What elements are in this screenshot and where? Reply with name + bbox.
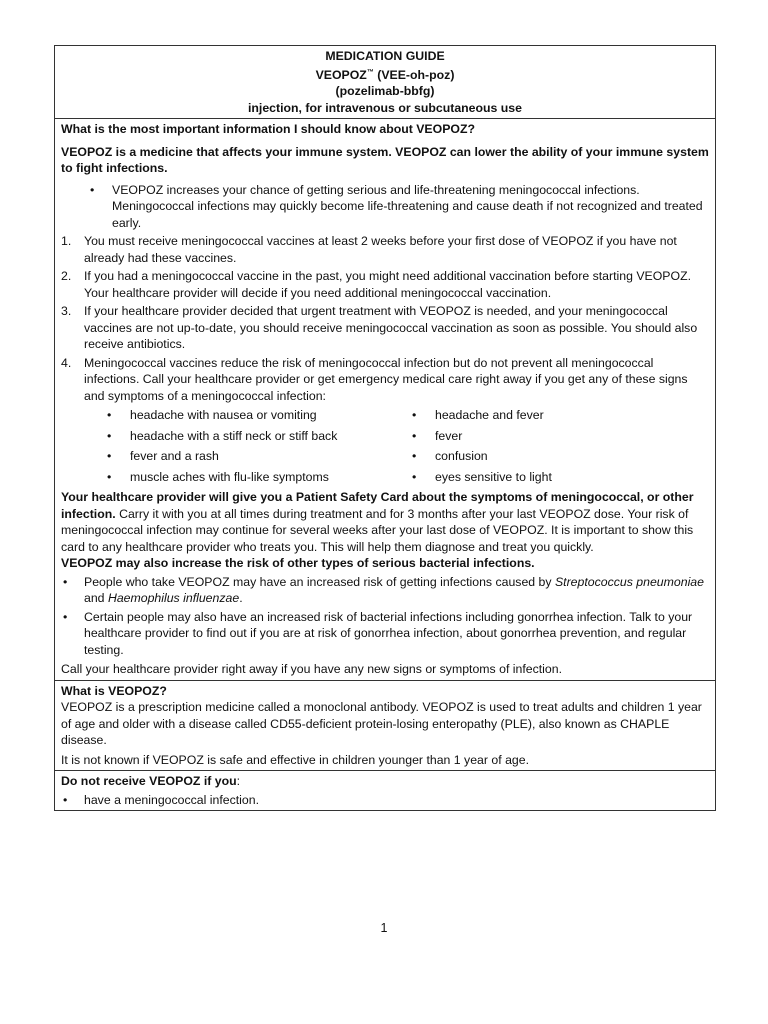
symptom-item: • eyes sensitive to light bbox=[410, 469, 709, 490]
page-number: 1 bbox=[380, 921, 388, 935]
route-line: injection, for intravenous or subcutaneous use bbox=[248, 100, 522, 115]
other-infections-list bbox=[61, 574, 709, 659]
other-infections-heading: VEOPOZ may also increase the risk of other types of serious bacterial infections. bbox=[61, 556, 535, 571]
do-not-receive-section bbox=[55, 770, 715, 810]
list-number: 2. bbox=[61, 269, 72, 284]
vaccine-steps-list bbox=[61, 233, 709, 404]
guide-header bbox=[55, 46, 715, 118]
important-intro: VEOPOZ is a medicine that affects your immune system. VEOPOZ can lower the ability of your immune system to fight infections. bbox=[61, 144, 709, 176]
list-text: You must receive meningococcal vaccines at least 2 weeks before your first dose of VEOPOZ if you have not already had these vaccines. bbox=[84, 234, 677, 265]
list-item bbox=[61, 268, 709, 301]
what-is-text: VEOPOZ is a prescription medicine called a monoclonal antibody. VEOPOZ is used to treat adults and children 1 year of age and older with a disease called CD55-deficient protein-losing enteropathy (PLE), also known as CHAPLE disease. bbox=[61, 700, 702, 748]
pronunciation: (VEE-oh-poz) bbox=[373, 67, 455, 82]
drug-name: VEOPOZ bbox=[315, 67, 367, 82]
bacteria-name: Haemophilus influenzae bbox=[107, 591, 240, 606]
do-not-list bbox=[61, 792, 709, 809]
symptom-item: • muscle aches with flu-like symptoms bbox=[105, 469, 410, 490]
heading-colon: : bbox=[236, 774, 241, 789]
list-text: . bbox=[239, 591, 243, 606]
generic-name: (pozelimab-bbfg) bbox=[335, 84, 435, 99]
symptom-list bbox=[105, 407, 709, 489]
do-not-heading: Do not receive VEOPOZ if you bbox=[61, 774, 237, 789]
list-number: 4. bbox=[61, 355, 72, 370]
what-is-section bbox=[55, 680, 715, 771]
age-limit-text: It is not known if VEOPOZ is safe and effective in children younger than 1 year of age. bbox=[61, 752, 529, 767]
list-item bbox=[61, 233, 709, 266]
what-is-heading: What is VEOPOZ? bbox=[61, 683, 167, 698]
call-provider-text: Call your healthcare provider right away if you have any new signs or symptoms of infection. bbox=[61, 662, 562, 677]
list-item: • VEOPOZ increases your chance of getting serious and life-threatening meningococcal infections. Meningococcal infections may quickly become life-threatening and cause death if not recognized and treated early. bbox=[87, 182, 709, 232]
list-text: and bbox=[84, 591, 108, 606]
list-text: If you had a meningococcal vaccine in the past, you might need additional vaccination before starting VEOPOZ. Your healthcare provider will decide if you need additional meningococcal vaccination. bbox=[84, 269, 691, 300]
list-item: • Certain people may also have an increased risk of bacterial infections including gonorrhea infection. Talk to your healthcare provider to find out if you are at risk of gonorrhea infection, about gonorrhea prevention, and regular testing. bbox=[61, 609, 709, 659]
symptom-item: • confusion bbox=[410, 448, 709, 469]
list-number: 1. bbox=[61, 234, 72, 249]
symptom-item: • headache with a stiff neck or stiff back bbox=[105, 428, 410, 449]
list-item: • have a meningococcal infection. bbox=[61, 792, 709, 809]
important-bullets bbox=[61, 182, 709, 232]
bacteria-name: Streptococcus pneumoniae bbox=[554, 574, 704, 589]
list-item bbox=[61, 303, 709, 353]
list-item bbox=[61, 355, 709, 405]
drug-name-line bbox=[61, 65, 709, 84]
list-text: If your healthcare provider decided that urgent treatment with VEOPOZ is needed, and your meningococcal vaccines are not up-to-date, you should receive meningococcal vaccination as soon as possible. You should also receive antibiotics. bbox=[84, 304, 698, 352]
important-info-section bbox=[55, 118, 715, 680]
do-not-heading-line bbox=[61, 773, 709, 790]
symptom-item: • headache and fever bbox=[410, 407, 709, 428]
symptom-item: • headache with nausea or vomiting bbox=[105, 407, 410, 428]
list-text: Meningococcal vaccines reduce the risk of meningococcal infection but do not prevent all meningococcal infections. Call your healthcare provider or get emergency medical care right away if you get any of these signs and symptoms of a meningococcal infection: bbox=[84, 355, 688, 403]
list-number: 3. bbox=[61, 304, 72, 319]
safety-card-paragraph bbox=[61, 489, 709, 555]
symptom-item: • fever bbox=[410, 428, 709, 449]
symptom-item: • fever and a rash bbox=[105, 448, 410, 469]
guide-title: MEDICATION GUIDE bbox=[325, 49, 445, 63]
list-text: People who take VEOPOZ may have an increased risk of getting infections caused by bbox=[84, 574, 555, 589]
safety-card-text: Carry it with you at all times during treatment and for 3 months after your last VEOPOZ dose. Your risk of meningococcal infection may continue for several weeks after your last dose of VEOPOZ. It is important to show this card to any healthcare provider who treats you. This will help them diagnose and treat you quickly. bbox=[61, 506, 694, 554]
medication-guide bbox=[54, 45, 716, 811]
safety-card-bold: Your healthcare provider will give you a Patient Safety Card about the symptoms of meningococcal, or other infection. bbox=[61, 490, 694, 521]
important-heading: What is the most important information I should know about VEOPOZ? bbox=[61, 122, 475, 137]
trademark-symbol: ™ bbox=[366, 68, 374, 76]
list-item bbox=[61, 574, 709, 607]
